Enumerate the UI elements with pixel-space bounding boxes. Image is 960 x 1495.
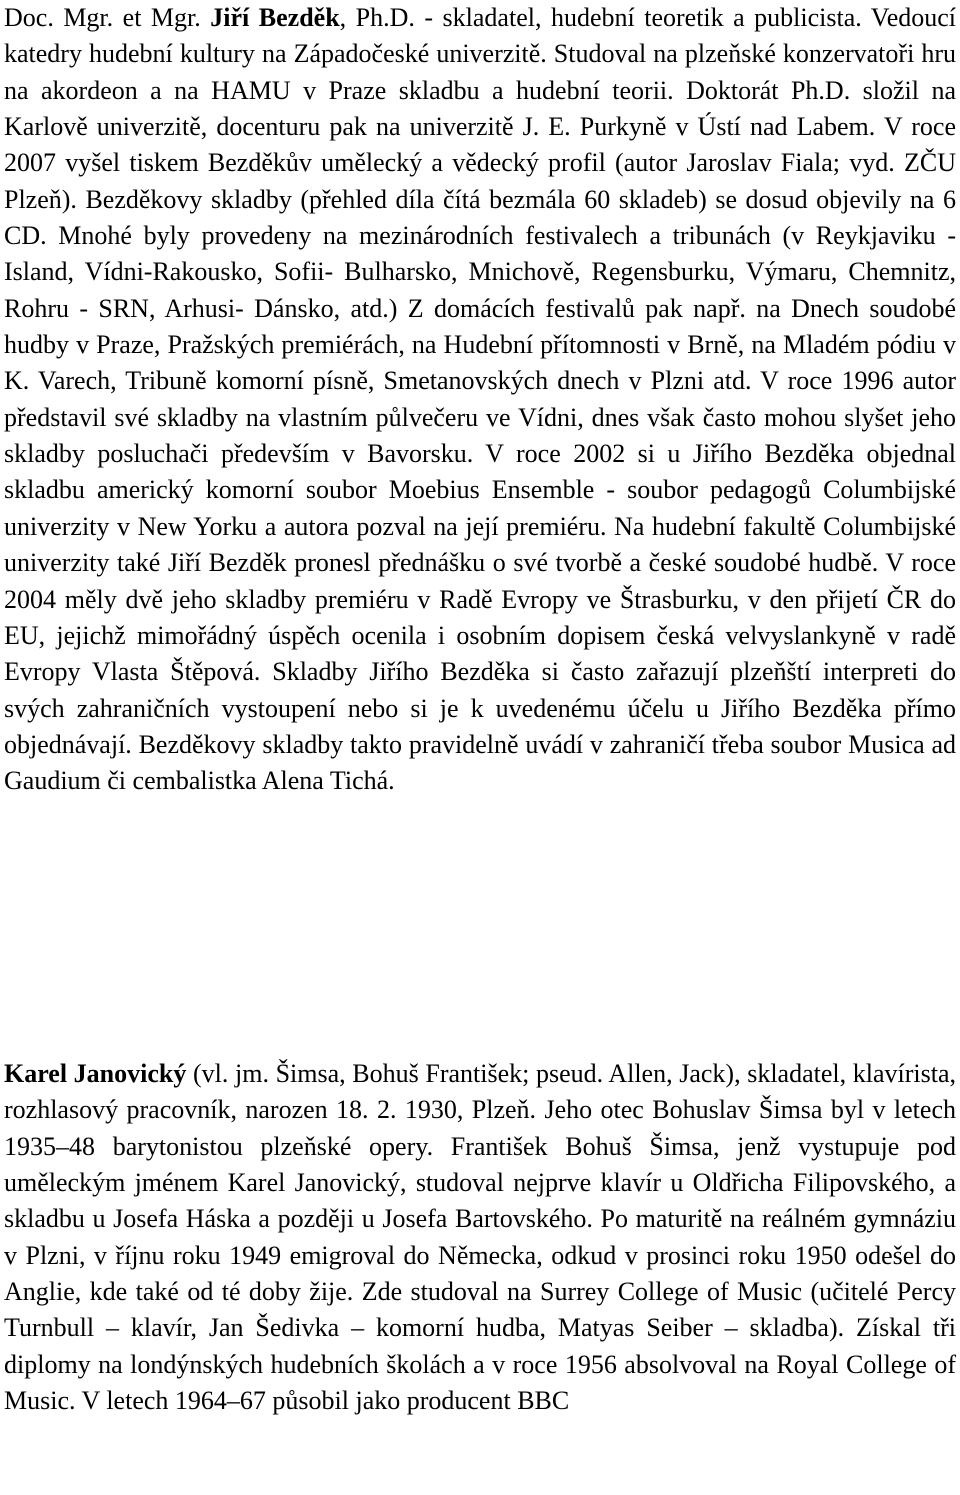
name-prefix: Doc. Mgr. et Mgr. xyxy=(4,3,211,32)
paragraph-bezdek-body: , Ph.D. - skladatel, hudební teoretik a publicista. Vedoucí katedry hudební kultury na Západočeské univerzitě. Studoval na plzeňské konzervatoři hru na akordeon a na HAMU v Praze skladbu a hudební teorii. Doktorát Ph.D. složil na Karlově univerzitě, docenturu pak na univerzitě J. E. Purkyně v Ústí nad Labem. V roce 2007 vyšel tiskem Bezděkův umělecký a vědecký profil (autor Jaroslav Fiala; vyd. ZČU Plzeň). Bezděkovy skladby (přehled díla čítá bezmála 60 skladeb) se dosud objevily na 6 CD. Mnohé byly provedeny na mezinárodních festivalech a tribunách (v Reykjaviku - Island, Vídni-Rakousko, Sofii- Bulharsko, Mnichově, Regensburku, Výmaru, Chemnitz, Rohru - SRN, Arhusi- Dánsko, atd.) Z domácích festivalů pak např. na Dnech soudobé hudby v Praze, Pražských premiérách, na Hudební přítomnosti v Brně, na Mladém pódiu v K. Varech, Tribuně komorní písně, Smetanovských dnech v Plzni atd. V roce 1996 autor představil své skladby na vlastním půlvečeru ve Vídni, dnes však často mohou slyšet jeho skladby posluchači především v Bavorsku. V roce 2002 si u Jiřího Bezděka objednal skladbu americký komorní soubor Moebius Ensemble - soubor pedagogů Columbijské univerzity v New Yorku a autora pozval na její premiéru. Na hudební fakultě Columbijské univerzity také Jiří Bezděk pronesl přednášku o své tvorbě a české soudobé hudbě. V roce 2004 měly dvě jeho skladby premiéru v Radě Evropy ve Štrasburku, v den přijetí ČR do EU, jejichž mimořádný úspěch ocenila i osobním dopisem česká velvyslankyně v radě Evropy Vlasta Štěpová. Skladby Jiřího Bezděka si často zařazují plzeňští interpreti do svých zahraničních vystoupení nebo si je k uvedenému účelu u Jiřího Bezděka přímo objednávají. Bezděkovy skladby takto pravidelně uvádí v zahraničí třeba soubor Musica ad Gaudium či cembalistka Alena Tichá. xyxy=(4,3,957,796)
paragraph-janovicky xyxy=(4,1056,956,1419)
person-name-janovicky: Karel Janovický xyxy=(4,1059,187,1088)
person-name-bezdek: Jiří Bezděk xyxy=(210,3,340,32)
paragraph-janovicky-body: (vl. jm. Šimsa, Bohuš František; pseud. Allen, Jack), skladatel, klavírista, rozhlasový pracovník, narozen 18. 2. 1930, Plzeň. Jeho otec Bohuslav Šimsa byl v letech 1935–48 barytonistou plzeňské opery. František Bohuš Šimsa, jenž vystupuje pod uměleckým jménem Karel Janovický, studoval nejprve klavír u Oldřicha Filipovského, a skladbu u Josefa Háska a později u Josefa Bartovského. Po maturitě na reálném gymnáziu v Plzni, v říjnu roku 1949 emigroval do Německa, odkud v prosinci roku 1950 odešel do Anglie, kde také od té doby žije. Zde studoval na Surrey College of Music (učitelé Percy Turnbull – klavír, Jan Šedivka – komorní hudba, Matyas Seiber – skladba). Získal tři diplomy na londýnských hudebních školách a v roce 1956 absolvoval na Royal College of Music. V letech 1964–67 působil jako producent BBC xyxy=(4,1059,956,1416)
paragraph-bezdek xyxy=(4,0,956,800)
